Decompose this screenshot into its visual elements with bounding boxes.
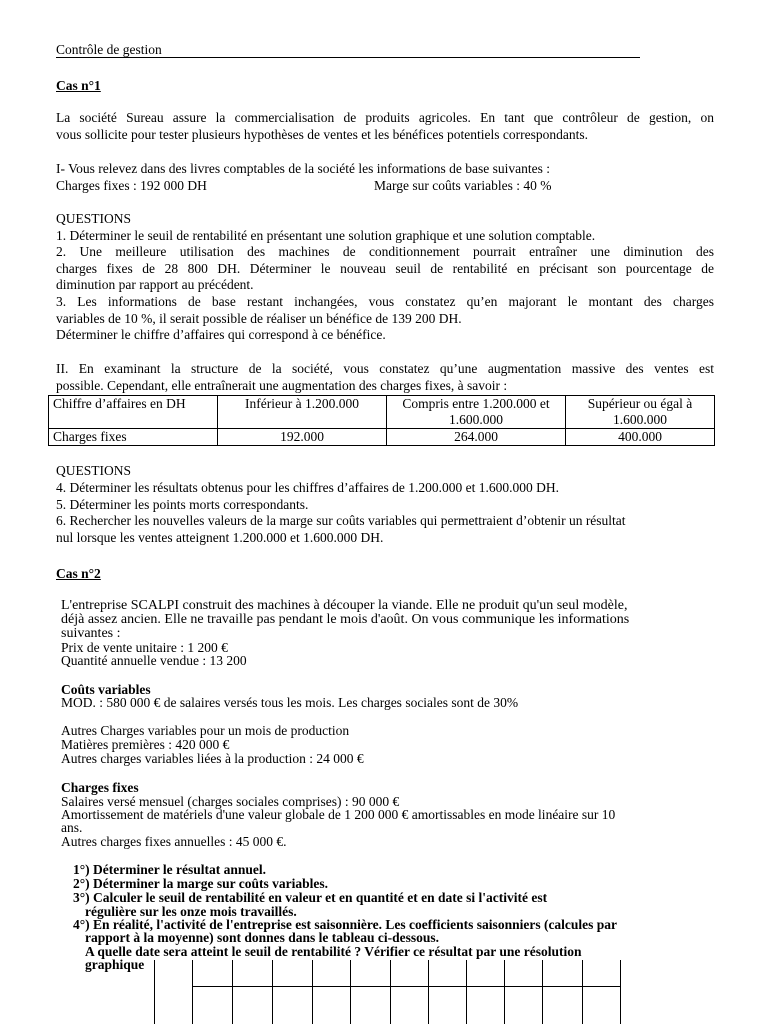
cas2-intro-line2: déjà assez ancien. Elle ne travaille pas pendant le mois d'août. On vous communique les informations bbox=[61, 612, 630, 627]
cas1-intro-line1: La société Sureau assure la commercialisation de produits agricoles. En tant que contrôleur de gestion, on bbox=[56, 110, 714, 125]
table-rule bbox=[504, 960, 505, 1024]
table-cell: Charges fixes bbox=[49, 429, 218, 446]
cas1-fixed-charges: Charges fixes : 192 000 DH bbox=[56, 178, 207, 193]
page-header-title: Contrôle de gestion bbox=[56, 42, 162, 57]
table-header-cell: Inférieur à 1.200.000 bbox=[218, 396, 387, 429]
cas2-task-4-line3: A quelle date sera atteint le seuil de rentabilité ? Vérifier ce résultat par une résolution bbox=[85, 944, 582, 959]
cas2-depreciation-line1: Amortissement de matériels d'une valeur globale de 1 200 000 € amortissables en mode linéaire sur 10 bbox=[61, 807, 616, 822]
table-rule-horizontal bbox=[192, 986, 620, 987]
cas1-q3-line1: 3. Les informations de base restant inchangées, vous constatez qu’en majorant le montant des charges bbox=[56, 294, 714, 309]
table-rule bbox=[154, 960, 155, 1024]
table-cell: 400.000 bbox=[566, 429, 715, 446]
cas1-q6-line1: 6. Rechercher les nouvelles valeurs de la marge sur coûts variables qui permettraient d’obtenir un résultat bbox=[56, 513, 626, 528]
table-rule bbox=[582, 960, 583, 1024]
cas2-intro-line3: suivantes : bbox=[61, 626, 121, 641]
cas2-other-fixed: Autres charges fixes annuelles : 45 000 €. bbox=[61, 834, 287, 849]
cas1-q5: 5. Déterminer les points morts correspondants. bbox=[56, 497, 309, 512]
cas2-task-2: 2°) Déterminer la marge sur coûts variables. bbox=[73, 876, 328, 891]
table-rule bbox=[428, 960, 429, 1024]
cas1-heading: Cas n°1 bbox=[56, 78, 101, 93]
cas1-part2-line1: II. En examinant la structure de la société, vous constatez qu’une augmentation massive des ventes est bbox=[56, 361, 714, 376]
table-header-cell: Supérieur ou égal à 1.600.000 bbox=[566, 396, 715, 429]
cas1-questions2-label: QUESTIONS bbox=[56, 463, 132, 478]
cas2-other-var: Autres Charges variables pour un mois de production bbox=[61, 723, 350, 738]
table-rule bbox=[542, 960, 543, 1024]
cas2-quantity: Quantité annuelle vendue : 13 200 bbox=[61, 653, 247, 668]
table-rule bbox=[192, 960, 193, 1024]
table-rule bbox=[390, 960, 391, 1024]
table-rule bbox=[312, 960, 313, 1024]
cas2-intro-line1: L'entreprise SCALPI construit des machines à découper la viande. Elle ne produit qu'un seul modèle, bbox=[61, 598, 628, 613]
cas2-depreciation-line2: ans. bbox=[61, 820, 83, 835]
cas2-other-prod: Autres charges variables liées à la production : 24 000 € bbox=[61, 751, 364, 766]
header-rule bbox=[56, 57, 640, 58]
table-rule bbox=[466, 960, 467, 1024]
cas2-price: Prix de vente unitaire : 1 200 € bbox=[61, 640, 228, 655]
cas2-task-4-line4: graphique bbox=[85, 957, 145, 972]
cas1-q1: 1. Déterminer le seuil de rentabilité en présentant une solution graphique et une solution comptable. bbox=[56, 228, 596, 243]
cas1-q2-line3: diminution par rapport au précédent. bbox=[56, 277, 254, 292]
cas1-q3-line3: Déterminer le chiffre d’affaires qui correspond à ce bénéfice. bbox=[56, 327, 386, 342]
fixed-charges-table bbox=[48, 395, 715, 446]
table-cell: 192.000 bbox=[218, 429, 387, 446]
cas2-task-3-line1: 3°) Calculer le seuil de rentabilité en valeur et en quantité et en date si l'activité est bbox=[73, 890, 548, 905]
cas2-var-heading: Coûts variables bbox=[61, 682, 151, 697]
cas1-intro-line2: vous sollicite pour tester plusieurs hypothèses de ventes et les bénéfices potentiels correspondants. bbox=[56, 127, 588, 142]
cas1-part2-line2: possible. Cependant, elle entraînerait une augmentation des charges fixes, à savoir : bbox=[56, 378, 508, 393]
table-rule bbox=[272, 960, 273, 1024]
cas1-q3-line2: variables de 10 %, il serait possible de réaliser un bénéfice de 139 200 DH. bbox=[56, 311, 462, 326]
table-rule bbox=[232, 960, 233, 1024]
table-rule bbox=[620, 960, 621, 1024]
cas1-q2-line1: 2. Une meilleure utilisation des machines de conditionnement pourrait entraîner une diminution des bbox=[56, 244, 714, 259]
cas1-q6-line2: nul lorsque les ventes atteignent 1.200.000 et 1.600.000 DH. bbox=[56, 530, 384, 545]
table-header-cell: Compris entre 1.200.000 et 1.600.000 bbox=[387, 396, 566, 429]
cas2-fixed-heading: Charges fixes bbox=[61, 780, 139, 795]
cas2-heading: Cas n°2 bbox=[56, 566, 101, 581]
cas1-part1: I- Vous relevez dans des livres comptables de la société les informations de base suivantes : bbox=[56, 161, 550, 176]
cas1-margin: Marge sur coûts variables : 40 % bbox=[374, 178, 552, 193]
cas2-salaries: Salaires versé mensuel (charges sociales comprises) : 90 000 € bbox=[61, 794, 400, 809]
table-rule bbox=[350, 960, 351, 1024]
cas2-task-3-line2: régulière sur les onze mois travaillés. bbox=[85, 904, 297, 919]
cas2-mod: MOD. : 580 000 € de salaires versés tous les mois. Les charges sociales sont de 30% bbox=[61, 695, 519, 710]
table-cell: 264.000 bbox=[387, 429, 566, 446]
cas1-q2-line2: charges fixes de 28 800 DH. Déterminer le nouveau seuil de rentabilité en précisant son pourcentage de bbox=[56, 261, 714, 276]
cas2-task-4-line2: rapport à la moyenne) sont donnes dans le tableau ci-dessous. bbox=[85, 930, 440, 945]
table-row bbox=[49, 429, 715, 446]
cas2-materials: Matières premières : 420 000 € bbox=[61, 737, 230, 752]
table-row bbox=[49, 396, 715, 429]
cas1-q4: 4. Déterminer les résultats obtenus pour les chiffres d’affaires de 1.200.000 et 1.600.000 DH. bbox=[56, 480, 560, 495]
table-header-cell: Chiffre d’affaires en DH bbox=[49, 396, 218, 429]
cas2-task-1: 1°) Déterminer le résultat annuel. bbox=[73, 862, 266, 877]
cas2-task-4-line1: 4°) En réalité, l'activité de l'entreprise est saisonnière. Les coefficients saisonniers (calcules par bbox=[73, 917, 618, 932]
cas1-questions-label: QUESTIONS bbox=[56, 211, 132, 226]
